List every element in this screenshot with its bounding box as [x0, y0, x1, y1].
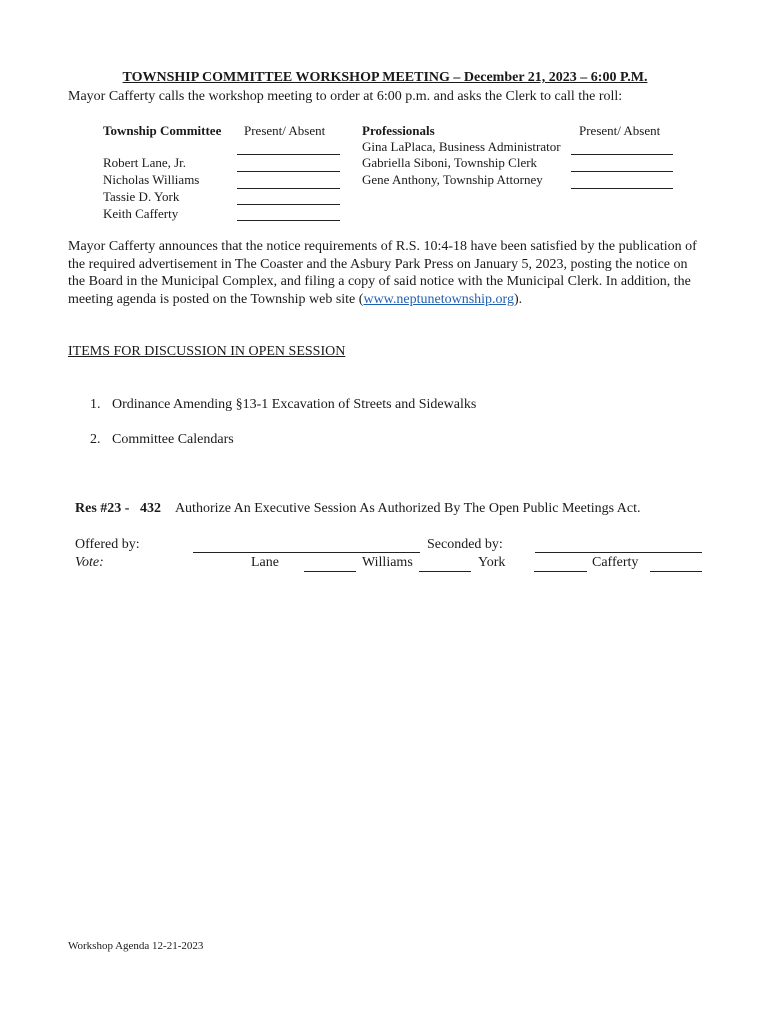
- vote-line: [650, 571, 702, 572]
- section-heading: ITEMS FOR DISCUSSION IN OPEN SESSION: [68, 344, 346, 359]
- list-item: [90, 397, 476, 413]
- voter-name: York: [478, 555, 506, 570]
- voter-name: Lane: [251, 555, 279, 570]
- professional: Gina LaPlaca, Business Administrator: [362, 139, 561, 154]
- attendance-line: [237, 154, 340, 155]
- vote-line: [419, 571, 471, 572]
- vote-line: [304, 571, 356, 572]
- link-paren: ).: [513, 291, 523, 307]
- attendance-line: [237, 220, 340, 221]
- offered-by-label: Offered by:: [75, 537, 140, 552]
- professional: Gabriella Siboni, Township Clerk: [362, 155, 538, 170]
- committee-heading: Township Committee: [103, 123, 222, 138]
- list-item: [90, 432, 234, 448]
- item-text: Committee Calendars: [112, 432, 234, 447]
- attendance-line: [237, 171, 340, 172]
- item-number: 2.: [90, 432, 101, 447]
- attendance-line: [237, 204, 340, 205]
- seconded-by-label: Seconded by:: [427, 537, 503, 552]
- committee-member: Robert Lane, Jr.: [103, 155, 187, 170]
- township-website-link[interactable]: www.neptunetownship.org: [363, 291, 514, 307]
- page-footer: Workshop Agenda 12-21-2023: [68, 940, 204, 952]
- attendance-line: [571, 188, 673, 189]
- offered-by-line: [193, 552, 420, 553]
- link-paren: (: [358, 291, 364, 307]
- notice-paragraph: [68, 238, 708, 308]
- vote-label: Vote:: [75, 555, 104, 570]
- voter-name: Williams: [362, 555, 413, 570]
- committee-member: Tassie D. York: [103, 189, 180, 204]
- committee-member: Nicholas Williams: [103, 172, 200, 187]
- attendance-line: [571, 154, 673, 155]
- notice-text: Mayor Cafferty announces that the notice requirements of R.S. 10:4-18 have been satisfied by the publication of the required advertisement in The Coaster and the Asbury Park Press on January 5, 2023, posting the notice on the Board in the Municipal Complex, and filing a copy of said notice with the Municipal Clerk. In addition, the meeting agenda is posted on the Township web site: [68, 239, 697, 307]
- resolution-id: 432: [139, 501, 161, 516]
- resolution-text: Authorize An Executive Session As Authorized By The Open Public Meetings Act.: [174, 501, 641, 516]
- present-absent-heading-2: Present/ Absent: [579, 123, 661, 138]
- present-absent-heading: Present/ Absent: [244, 123, 326, 138]
- professional: Gene Anthony, Township Attorney: [362, 172, 543, 187]
- seconded-by-line: [535, 552, 702, 553]
- resolution-number: Res #23 -: [75, 501, 130, 516]
- page-title: TOWNSHIP COMMITTEE WORKSHOP MEETING – December 21, 2023 – 6:00 P.M.: [122, 70, 648, 85]
- voter-name: Cafferty: [592, 555, 639, 570]
- item-text: Ordinance Amending §13-1 Excavation of Streets and Sidewalks: [112, 397, 477, 412]
- professionals-heading: Professionals: [362, 123, 435, 138]
- intro-text: Mayor Cafferty calls the workshop meeting to order at 6:00 p.m. and asks the Clerk to call the roll:: [68, 89, 623, 104]
- resolution-line: [75, 501, 641, 517]
- attendance-line: [237, 188, 340, 189]
- vote-line: [534, 571, 587, 572]
- committee-member: Keith Cafferty: [103, 206, 179, 221]
- item-number: 1.: [90, 397, 101, 412]
- attendance-line: [571, 171, 673, 172]
